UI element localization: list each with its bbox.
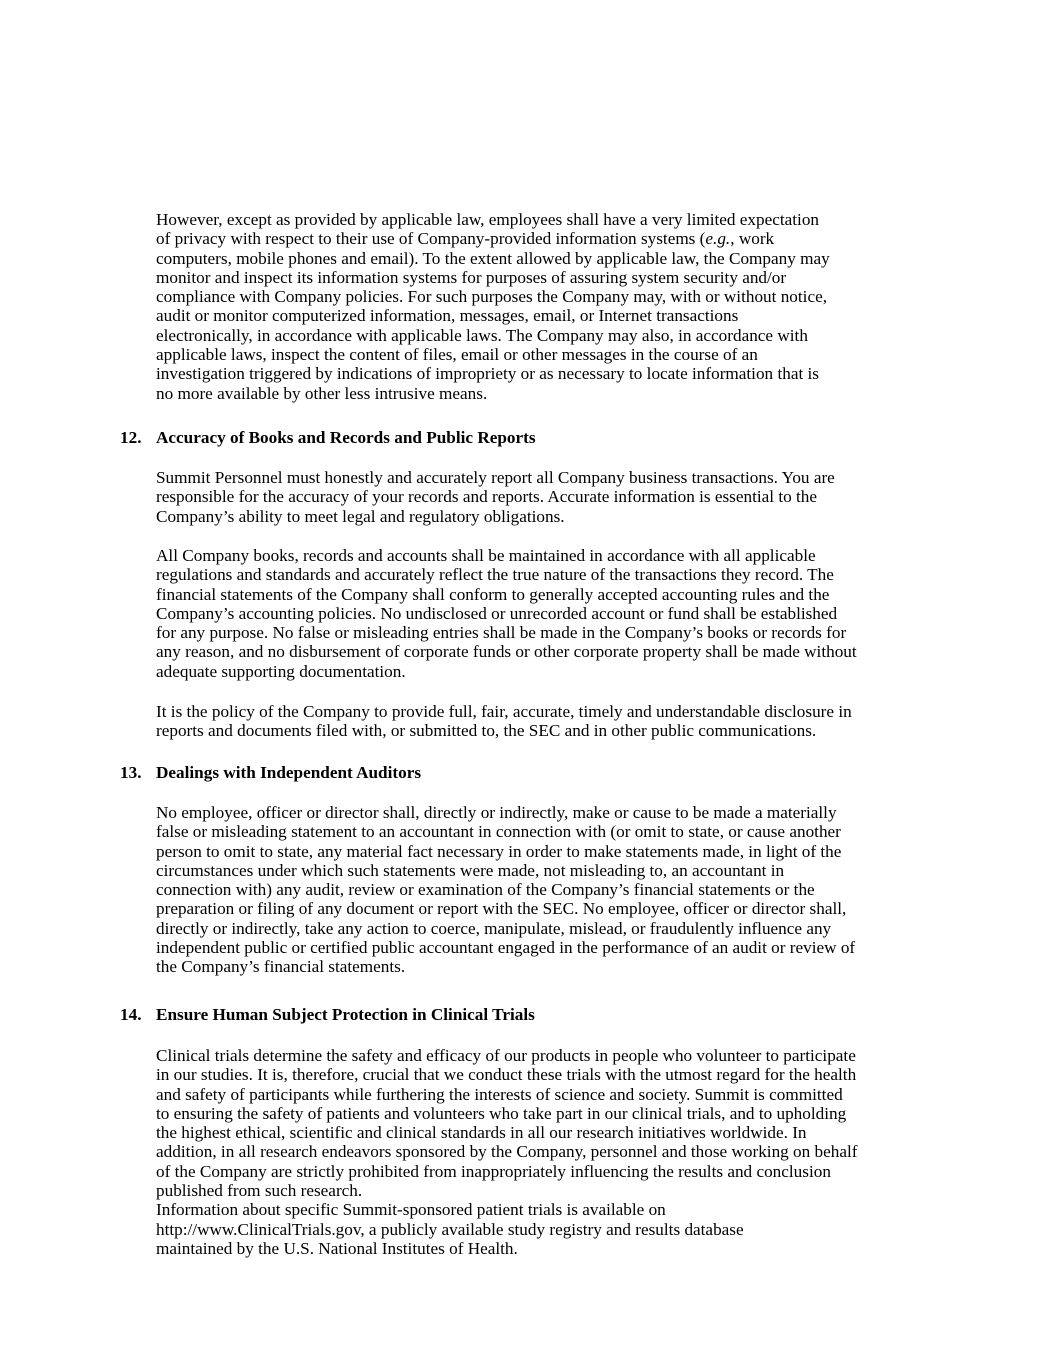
text-line: the highest ethical, scientific and clinical standards in all our research initiatives worldwide. In xyxy=(156,1123,807,1143)
text-line: However, except as provided by applicable law, employees shall have a very limited expectation xyxy=(156,210,820,229)
text-line: computers, mobile phones and email). To the extent allowed by applicable law, the Company may xyxy=(156,248,830,268)
text-line: and safety of participants while furthering the interests of science and society. Summit is committed xyxy=(156,1084,843,1104)
section-title: Ensure Human Subject Protection in Clinical Trials xyxy=(156,1005,535,1024)
trials-paragraph xyxy=(156,1046,932,1258)
text-line: Company’s ability to meet legal and regulatory obligations. xyxy=(156,506,565,526)
text-line: in our studies. It is, therefore, crucial that we conduct these trials with the utmost regard for the health xyxy=(156,1065,857,1085)
text-line: monitor and inspect its information systems for purposes of assuring system security and/or xyxy=(156,267,787,287)
section-number: 13. xyxy=(120,763,142,782)
text-line: published from such research. xyxy=(156,1181,363,1201)
text-line: for any purpose. No false or misleading entries shall be made in the Company’s books or records for xyxy=(156,623,847,643)
section-number: 12. xyxy=(120,428,142,447)
privacy-paragraph xyxy=(156,210,932,403)
text-line: http://www.ClinicalTrials.gov, a publicly available study registry and results database xyxy=(156,1219,744,1239)
text-line: of the Company are strictly prohibited from inappropriately influencing the results and conclusion xyxy=(156,1161,831,1181)
accuracy-paragraph-2 xyxy=(156,546,932,681)
text-line: Clinical trials determine the safety and efficacy of our products in people who volunteer to participate xyxy=(156,1046,856,1065)
text-line: any reason, and no disbursement of corporate funds or other corporate property shall be made without xyxy=(156,642,857,662)
text-line: no more available by other less intrusive means. xyxy=(156,383,488,403)
text-line: responsible for the accuracy of your records and reports. Accurate information is essential to the xyxy=(156,487,818,507)
accuracy-paragraph-3 xyxy=(156,702,932,741)
text-line: the Company’s financial statements. xyxy=(156,957,406,977)
text-line: maintained by the U.S. National Institutes of Health. xyxy=(156,1238,518,1258)
text-line: electronically, in accordance with applicable laws. The Company may also, in accordance with xyxy=(156,325,808,345)
text-line: investigation triggered by indications of impropriety or as necessary to locate information that is xyxy=(156,364,819,384)
section-heading-14 xyxy=(120,1005,535,1024)
section-title: Accuracy of Books and Records and Public Reports xyxy=(156,428,536,447)
text-line: false or misleading statement to an accountant in connection with (or omit to state, or cause another xyxy=(156,822,841,842)
text-line: directly or indirectly, take any action to coerce, manipulate, mislead, or fraudulently influence any xyxy=(156,918,832,938)
text-line: of privacy with respect to their use of Company-provided information systems (e.g., work xyxy=(156,229,775,249)
text-line: regulations and standards and accurately reflect the true nature of the transactions they record. The xyxy=(156,565,834,585)
text-line: Information about specific Summit-sponsored patient trials is available on xyxy=(156,1200,666,1220)
text-line: circumstances under which such statements were made, not misleading to, an accountant in xyxy=(156,860,785,880)
text-line: preparation or filing of any document or report with the SEC. No employee, officer or director shall, xyxy=(156,899,847,919)
text-line: All Company books, records and accounts shall be maintained in accordance with all applicable xyxy=(156,546,816,565)
text-line: to ensuring the safety of patients and volunteers who take part in our clinical trials, and to upholding xyxy=(156,1103,847,1123)
text-line: financial statements of the Company shall conform to generally accepted accounting rules and the xyxy=(156,584,830,604)
text-line: compliance with Company policies. For such purposes the Company may, with or without notice, xyxy=(156,287,827,307)
section-heading-13 xyxy=(120,763,421,782)
text-line: reports and documents filed with, or submitted to, the SEC and in other public communications. xyxy=(156,721,817,741)
text-line: No employee, officer or director shall, directly or indirectly, make or cause to be made a materially xyxy=(156,803,837,822)
text-line: audit or monitor computerized information, messages, email, or Internet transactions xyxy=(156,306,739,326)
auditors-paragraph xyxy=(156,803,932,977)
accuracy-paragraph-1 xyxy=(156,468,932,526)
text-line: Summit Personnel must honestly and accurately report all Company business transactions. You are xyxy=(156,468,835,487)
section-number: 14. xyxy=(120,1005,142,1024)
text-line: independent public or certified public accountant engaged in the performance of an audit or review of xyxy=(156,938,856,958)
text-line: adequate supporting documentation. xyxy=(156,661,406,681)
text-line: applicable laws, inspect the content of files, email or other messages in the course of an xyxy=(156,345,758,365)
text-line: connection with) any audit, review or examination of the Company’s financial statements or the xyxy=(156,880,815,900)
section-title: Dealings with Independent Auditors xyxy=(156,763,422,782)
text-line: person to omit to state, any material fact necessary in order to make statements made, in light of the xyxy=(156,841,842,861)
section-heading-12 xyxy=(120,428,536,447)
text-line: It is the policy of the Company to provide full, fair, accurate, timely and understandable disclosure in xyxy=(156,702,852,721)
text-line: addition, in all research endeavors sponsored by the Company, personnel and those working on behalf xyxy=(156,1142,858,1162)
text-line: Company’s accounting policies. No undisclosed or unrecorded account or fund shall be established xyxy=(156,603,838,623)
